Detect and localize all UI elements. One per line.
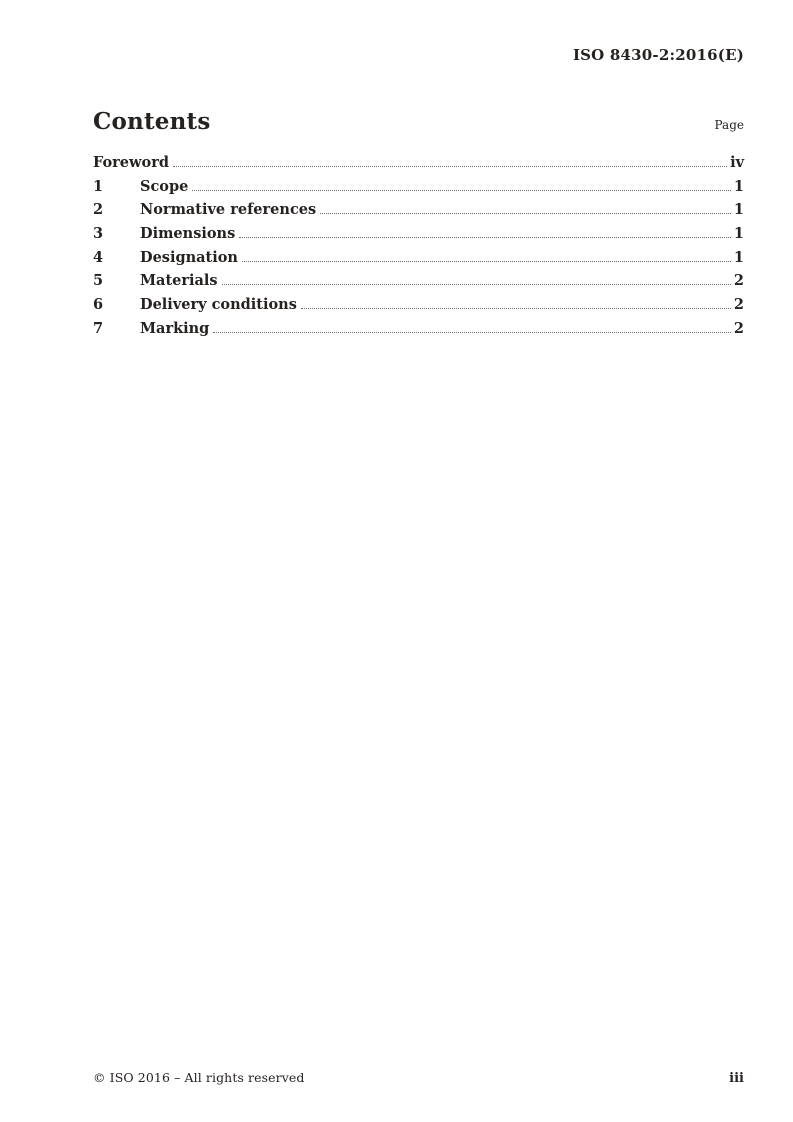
toc-entry-number: 6	[93, 296, 104, 314]
toc-entry[interactable]	[93, 175, 744, 199]
toc-entry-page: 1	[733, 201, 744, 219]
toc-entry-page: 1	[733, 225, 744, 243]
toc-dot-leader	[320, 213, 731, 214]
page-number: iii	[729, 1071, 744, 1086]
toc-entry[interactable]	[93, 222, 744, 246]
toc-dot-leader	[173, 166, 727, 167]
toc-entry-page: 1	[733, 177, 744, 195]
toc-entry-label[interactable]: Designation	[140, 248, 238, 266]
toc-dot-leader	[239, 237, 731, 238]
toc-entry-label[interactable]: Materials	[140, 272, 218, 290]
toc-entry-number: 2	[93, 201, 104, 219]
toc-entry[interactable]	[93, 293, 744, 317]
toc-entry[interactable]	[93, 269, 744, 293]
toc-entry-number: 1	[93, 177, 104, 195]
toc-entry-label[interactable]: Marking	[140, 319, 210, 337]
toc-dot-leader	[222, 284, 731, 285]
toc-entry[interactable]	[93, 198, 744, 222]
toc-entry-number: 5	[93, 272, 104, 290]
toc-entry-number: 3	[93, 225, 104, 243]
toc-dot-leader	[213, 332, 731, 333]
toc-entry-page: 2	[733, 296, 744, 314]
toc-entry-page: iv	[730, 154, 744, 171]
toc-entry-page: 2	[733, 272, 744, 290]
toc-entry-label[interactable]: Delivery conditions	[140, 296, 297, 314]
toc-entry[interactable]	[93, 317, 744, 341]
toc-entry-label[interactable]: Foreword	[93, 154, 169, 171]
toc-entry[interactable]	[93, 246, 744, 270]
toc-entry-label[interactable]: Scope	[140, 177, 189, 195]
toc-entry-number: 4	[93, 248, 104, 266]
page-column-label: Page	[714, 118, 744, 132]
contents-heading-row	[93, 108, 744, 135]
contents-title: Contents	[93, 108, 211, 135]
toc-dot-leader	[192, 190, 731, 191]
toc-entry-number: 7	[93, 319, 104, 337]
toc-entry-label[interactable]: Normative references	[140, 201, 317, 219]
toc-dot-leader	[242, 261, 731, 262]
page-footer	[93, 1070, 744, 1086]
toc-entry-label[interactable]: Dimensions	[140, 225, 236, 243]
toc-list	[93, 151, 744, 341]
copyright-notice: © ISO 2016 – All rights reserved	[93, 1070, 305, 1085]
toc-dot-leader	[301, 308, 731, 309]
toc-entry-page: 1	[733, 248, 744, 266]
document-reference-header: ISO 8430-2:2016(E)	[572, 46, 744, 64]
toc-entry[interactable]	[93, 151, 744, 175]
toc-entry-page: 2	[733, 319, 744, 337]
